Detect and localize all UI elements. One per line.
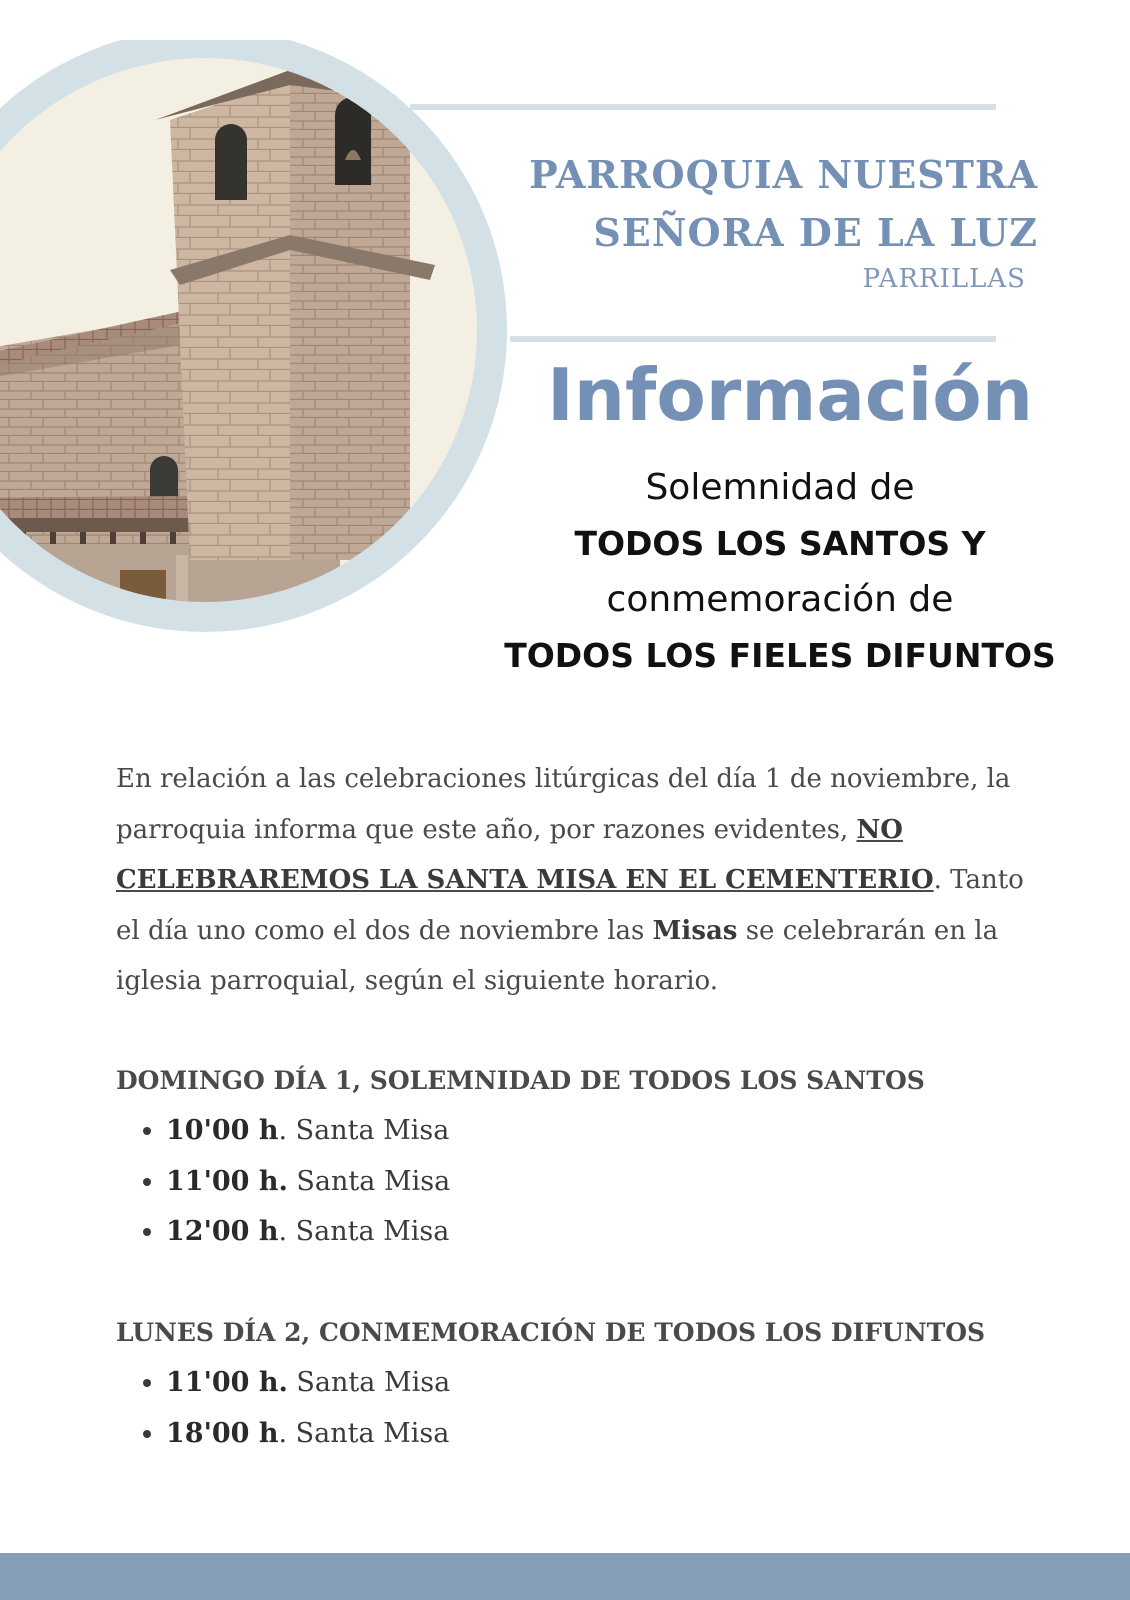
middle-divider: [510, 336, 996, 342]
announcement-emphasis-1: NO CELEBRAREMOS LA SANTA MISA EN EL CEMENTERIO: [116, 814, 934, 895]
mass-time-item: [166, 1106, 1056, 1157]
mass-label: . Santa Misa: [278, 1417, 450, 1449]
announcement-text-2: . Tanto el día uno como el dos de noviembre las: [116, 865, 1024, 946]
church-photo: [0, 40, 510, 640]
mass-time-item: [166, 1207, 1056, 1258]
mass-time: 11'00 h.: [166, 1165, 288, 1197]
occasion-line-4: TODOS LOS FIELES DIFUNTOS: [504, 636, 1056, 675]
mass-time: 11'00 h.: [166, 1367, 288, 1398]
mass-time: 12'00 h: [166, 1216, 279, 1247]
footer-bar: [0, 1553, 1130, 1600]
announcement-paragraph: [116, 754, 1036, 1007]
announcement-text-1: En relación a las celebraciones litúrgicas del día 1 de noviembre, la parroquia informa que este año, por razones evidentes,: [116, 764, 1011, 845]
mass-label: Santa Misa: [287, 1165, 451, 1197]
schedule-heading: LUNES DÍA 2, CONMEMORACIÓN DE TODOS LOS DIFUNTOS: [116, 1318, 986, 1347]
page-title: Información: [546, 353, 1034, 437]
mass-label: . Santa Misa: [278, 1216, 450, 1247]
occasion-block: [460, 460, 1100, 684]
church-bell-tower-icon: [0, 40, 510, 640]
mass-label: Santa Misa: [287, 1367, 451, 1398]
announcement-emphasis-2: Misas: [652, 915, 738, 946]
mass-time-item: [166, 1358, 1056, 1409]
mass-times-list: [116, 1106, 1056, 1258]
parish-name-line-1: PARROQUIA NUESTRA: [529, 152, 1038, 197]
occasion-line-2: TODOS LOS SANTOS Y: [574, 524, 986, 563]
schedule-day-2: [116, 1308, 1056, 1459]
top-divider: [410, 104, 996, 110]
schedule-heading: DOMINGO DÍA 1, SOLEMNIDAD DE TODOS LOS SANTOS: [116, 1066, 925, 1095]
mass-times-list: [116, 1358, 1056, 1459]
parish-town: PARRILLAS: [862, 264, 1026, 294]
occasion-line-1: Solemnidad de: [645, 467, 915, 508]
parish-name-line-2: SEÑORA DE LA LUZ: [593, 210, 1038, 255]
mass-time-item: [166, 1157, 1056, 1208]
mass-time-item: [166, 1409, 1056, 1460]
mass-time: 18'00 h: [166, 1417, 279, 1449]
parish-name: [478, 146, 1038, 262]
occasion-line-3: conmemoración de: [606, 579, 954, 620]
mass-label: . Santa Misa: [278, 1115, 450, 1146]
schedule-day-1: [116, 1056, 1056, 1258]
mass-time: 10'00 h: [166, 1115, 279, 1146]
announcement-text-3: se celebrarán en la iglesia parroquial, según el siguiente horario.: [116, 915, 999, 996]
